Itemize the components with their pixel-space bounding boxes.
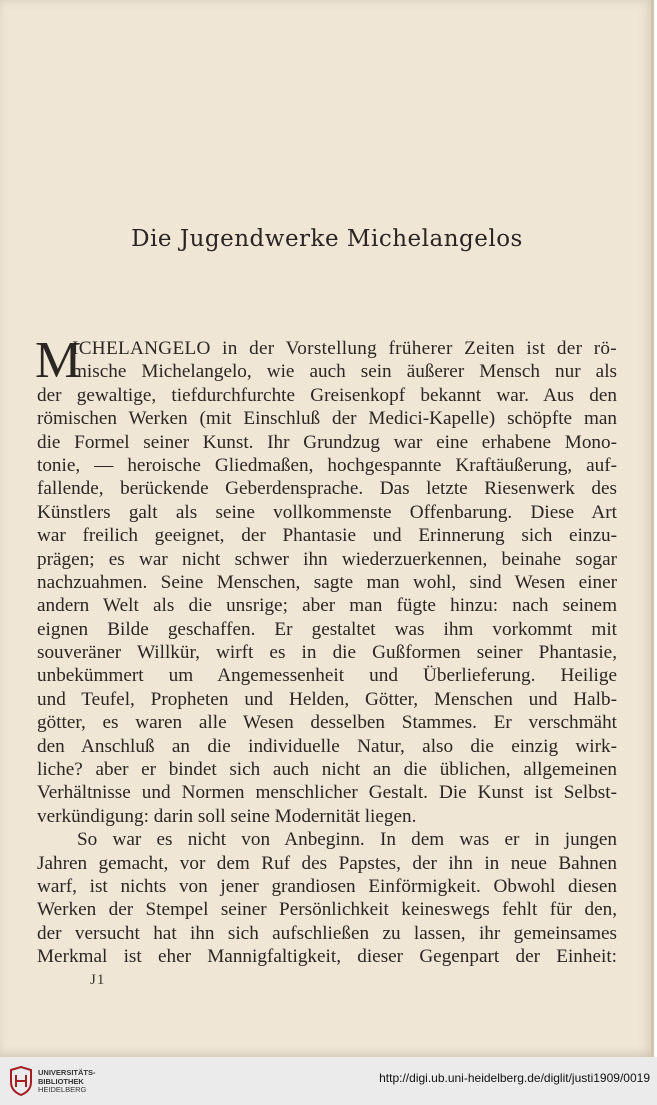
- body-text: [35, 332, 617, 969]
- digitization-footer: [0, 1057, 657, 1105]
- text-line: verkündigung: darin soll seine Modernität liegen.: [37, 805, 417, 827]
- library-name-line: HEIDELBERG: [38, 1085, 87, 1094]
- text-line: ICHELANGELO in der Vorstellung früherer Zeiten ist der rö-: [72, 338, 617, 359]
- text-line: römischen Werken (mit Einschluß der Medici-Kapelle) schöpfte man: [37, 408, 617, 430]
- text-line: die Formel seiner Kunst. Ihr Grundzug war eine erhabene Mono-: [37, 431, 617, 453]
- drop-cap: M: [35, 332, 82, 389]
- text-line: nachzuahmen. Seine Menschen, sagte man wohl, sind Wesen einer: [37, 571, 617, 593]
- library-name[interactable]: [38, 1069, 96, 1095]
- text-line: warf, ist nichts von jener grandiosen Einförmigkeit. Obwohl diesen: [37, 875, 617, 897]
- text-line: der gewaltige, tiefdurchfurchte Greisenkopf bekannt war. Aus den: [37, 384, 617, 406]
- text-line: souveräner Willkür, wirft es in die Gußformen seiner Phantasie,: [37, 642, 617, 664]
- chapter-title: Die Jugendwerke Michelangelos: [131, 226, 523, 252]
- university-seal-icon[interactable]: [8, 1066, 34, 1096]
- text-line: prägen; es war nicht schwer ihn wiederzuerkennen, beinahe sogar: [37, 548, 617, 570]
- library-name-line: UNIVERSITÄTS-: [38, 1068, 96, 1077]
- printer-signature: J1: [90, 972, 106, 988]
- text-line: Merkmal ist eher Mannigfaltigkeit, dieser Gegenpart der Einheit:: [37, 946, 617, 968]
- text-line: fallende, berückende Geberdensprache. Das letzte Riesenwerk des: [37, 478, 617, 500]
- text-line: So war es nicht von Anbeginn. In dem was er in jungen: [77, 829, 617, 851]
- text-line: war freilich geeignet, der Phantasie und Erinnerung sich einzu-: [37, 525, 617, 547]
- text-line: mische Michelangelo, wie auch sein äußerer Mensch nur als: [72, 361, 617, 383]
- text-line: tonie, — heroische Gliedmaßen, hochgespannte Kraftäußerung, auf-: [37, 454, 617, 476]
- text-line: unbekümmert um Angemessenheit und Überlieferung. Heilige: [37, 665, 617, 687]
- text-line: götter, es waren alle Wesen desselben Stammes. Er verschmäht: [37, 712, 617, 734]
- text-line: der versucht hat ihn sich aufschließen zu lassen, ihr gemeinsames: [37, 922, 617, 944]
- text-line: eignen Bilde geschaffen. Er gestaltet was ihm vorkommt mit: [37, 618, 617, 640]
- permalink-url[interactable]: http://digi.ub.uni-heidelberg.de/diglit/justi1909/0019: [379, 1071, 650, 1085]
- text-line: andern Welt als die unsrige; aber man fügte hinzu: nach seinem: [37, 595, 617, 617]
- library-name-line: BIBLIOTHEK: [38, 1076, 84, 1086]
- text-line: Werken der Stempel seiner Persönlichkeit keineswegs fehlt für den,: [37, 899, 617, 921]
- text-line: Künstlers galt als seine vollkommenste Offenbarung. Diese Art: [37, 501, 617, 523]
- text-line: den Anschluß an die individuelle Natur, also die einzig wirk-: [37, 735, 617, 757]
- text-line: Verhältnisse und Normen menschlicher Gestalt. Die Kunst ist Selbst-: [37, 782, 617, 804]
- text-line: und Teufel, Propheten und Helden, Götter, Menschen und Halb-: [37, 688, 617, 710]
- text-line: Jahren gemacht, vor dem Ruf des Papstes, der ihn in neue Bahnen: [37, 852, 617, 874]
- page-edge: [651, 0, 654, 1057]
- text-line: liche? aber er bindet sich auch nicht an die üblichen, allgemeinen: [37, 759, 617, 781]
